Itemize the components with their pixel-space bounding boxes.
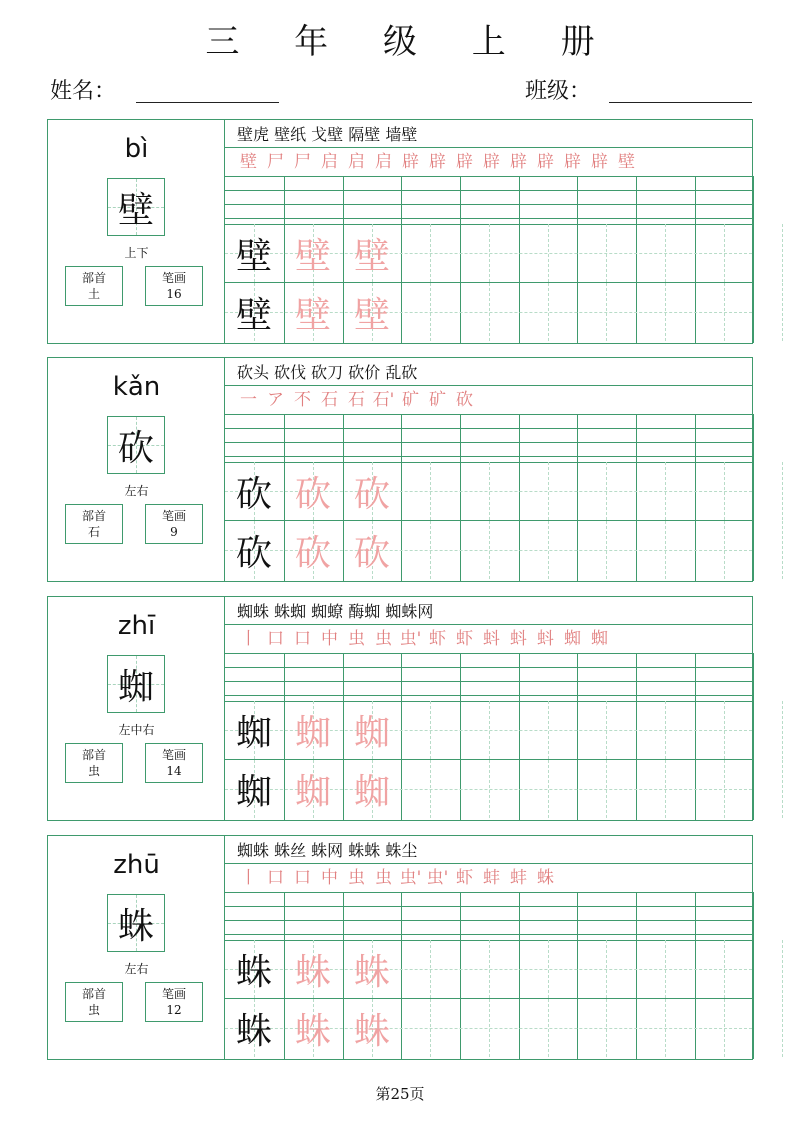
grid-line xyxy=(401,176,402,343)
trace-char: 蜘 xyxy=(294,771,331,813)
practice-model-char: 壁 xyxy=(235,235,272,277)
trace-char: 蜘 xyxy=(353,771,390,813)
stroke-step: 虫 xyxy=(375,868,392,888)
char-info-panel xyxy=(48,836,225,1059)
char-model-box xyxy=(107,416,165,474)
guide-line xyxy=(430,940,431,998)
practice-model-char: 壁 xyxy=(235,294,272,336)
stroke-step: 虫' xyxy=(399,629,422,649)
char-card-3 xyxy=(47,596,753,821)
stroke-step: 辟 xyxy=(510,152,527,172)
model-char: 砍 xyxy=(117,427,154,469)
stroke-step: 石 xyxy=(348,390,365,410)
stroke-step: 矿 xyxy=(429,390,446,410)
stroke-value: 16 xyxy=(166,287,182,301)
guide-line xyxy=(430,999,431,1057)
pinyin: zhū xyxy=(113,850,160,880)
structure-label: 左中右 xyxy=(118,723,155,737)
stroke-label: 笔画 xyxy=(161,748,186,762)
stroke-step: 蜘 xyxy=(564,629,581,649)
pinyin: bì xyxy=(124,134,149,164)
trace-char: 蜘 xyxy=(294,712,331,754)
structure-label: 左右 xyxy=(124,484,149,498)
grid-line xyxy=(401,653,402,820)
guide-line xyxy=(782,701,783,759)
stroke-step: 虫' xyxy=(426,868,449,888)
grid-line xyxy=(753,892,754,1059)
guide-line xyxy=(548,462,549,520)
grid-line xyxy=(401,414,402,581)
stroke-box xyxy=(145,743,203,783)
guide-line xyxy=(665,521,666,579)
grid-line xyxy=(519,176,520,343)
trace-char: 蛛 xyxy=(294,1010,331,1052)
stroke-step: 蚪 xyxy=(483,629,500,649)
stroke-step: 壁 xyxy=(618,152,635,172)
guide-line xyxy=(606,701,607,759)
stroke-label: 笔画 xyxy=(161,271,186,285)
pinyin: zhī xyxy=(117,611,156,641)
grid-line xyxy=(695,176,696,343)
stroke-step: 矿 xyxy=(402,390,419,410)
guide-line xyxy=(489,521,490,579)
guide-line xyxy=(430,701,431,759)
name-line[interactable] xyxy=(136,102,279,103)
guide-line xyxy=(782,521,783,579)
stroke-step: 口 xyxy=(267,868,284,888)
stroke-step: 虾 xyxy=(456,868,473,888)
stroke-step: 启 xyxy=(348,152,365,172)
stroke-step: 砍 xyxy=(456,390,473,410)
guide-line xyxy=(606,224,607,282)
guide-line xyxy=(489,701,490,759)
practice-panel xyxy=(225,358,752,581)
stroke-step: 壁 xyxy=(240,152,257,172)
pinyin: kǎn xyxy=(112,372,161,402)
char-card-1 xyxy=(47,119,753,344)
radical-label: 部首 xyxy=(81,748,106,762)
guide-line xyxy=(430,283,431,341)
grid-line xyxy=(225,442,752,443)
stroke-step: 尸 xyxy=(294,152,311,172)
stroke-step: 尸 xyxy=(267,152,284,172)
guide-line xyxy=(606,940,607,998)
stroke-step: 启 xyxy=(375,152,392,172)
guide-line xyxy=(665,940,666,998)
guide-line xyxy=(782,224,783,282)
grid-line xyxy=(577,653,578,820)
radical-box xyxy=(65,504,123,544)
guide-line xyxy=(724,940,725,998)
structure-label: 上下 xyxy=(124,246,149,260)
guide-line xyxy=(489,760,490,818)
guide-line xyxy=(548,701,549,759)
model-char: 蜘 xyxy=(117,666,154,708)
guide-line xyxy=(724,999,725,1057)
grid-line xyxy=(460,176,461,343)
grid-line xyxy=(577,176,578,343)
stroke-step: 蛛 xyxy=(537,868,554,888)
stroke-order-row xyxy=(235,624,613,650)
practice-panel xyxy=(225,120,752,343)
stroke-step: 蚪 xyxy=(510,629,527,649)
stroke-value: 12 xyxy=(166,1003,182,1017)
radical-box xyxy=(65,982,123,1022)
trace-char: 砍 xyxy=(353,532,390,574)
grid-line xyxy=(519,414,520,581)
stroke-step: 虾 xyxy=(456,629,473,649)
guide-line xyxy=(606,283,607,341)
radical-label: 部首 xyxy=(81,271,106,285)
grid-line xyxy=(753,176,754,343)
guide-line xyxy=(606,999,607,1057)
practice-panel xyxy=(225,836,752,1059)
stroke-step: 一 xyxy=(240,390,257,410)
radical-value: 土 xyxy=(87,287,100,301)
char-card-4 xyxy=(47,835,753,1060)
trace-char: 蛛 xyxy=(353,1010,390,1052)
guide-line xyxy=(430,462,431,520)
radical-label: 部首 xyxy=(81,987,106,1001)
guide-line xyxy=(665,224,666,282)
trace-char: 壁 xyxy=(353,235,390,277)
guide-line xyxy=(489,462,490,520)
guide-line xyxy=(665,701,666,759)
stroke-step: 辟 xyxy=(429,152,446,172)
practice-model-char: 蛛 xyxy=(235,1010,272,1052)
guide-line xyxy=(489,224,490,282)
grid-line xyxy=(225,934,752,935)
guide-line xyxy=(430,760,431,818)
grid-line xyxy=(225,190,752,191)
trace-char: 砍 xyxy=(294,532,331,574)
stroke-step: 辟 xyxy=(564,152,581,172)
guide-line xyxy=(724,224,725,282)
guide-line xyxy=(548,224,549,282)
grid-line xyxy=(225,414,752,415)
stroke-step: 虫 xyxy=(348,629,365,649)
guide-line xyxy=(724,701,725,759)
trace-char: 壁 xyxy=(294,294,331,336)
stroke-step: 辟 xyxy=(483,152,500,172)
grid-line xyxy=(636,892,637,1059)
grid-line xyxy=(225,667,752,668)
stroke-step: 虾 xyxy=(429,629,446,649)
stroke-step: 蚌 xyxy=(483,868,500,888)
char-model-box xyxy=(107,894,165,952)
grid-line xyxy=(753,653,754,820)
stroke-step: 中 xyxy=(321,868,338,888)
stroke-step: 石' xyxy=(372,390,395,410)
class-line[interactable] xyxy=(609,102,752,103)
guide-line xyxy=(782,940,783,998)
stroke-step: 不 xyxy=(294,390,311,410)
stroke-step: 中 xyxy=(321,629,338,649)
char-info-panel xyxy=(48,120,225,343)
stroke-value: 14 xyxy=(166,764,182,778)
grid-line xyxy=(401,892,402,1059)
guide-line xyxy=(606,521,607,579)
trace-char: 壁 xyxy=(353,294,390,336)
practice-model-char: 蜘 xyxy=(235,771,272,813)
stroke-order-row xyxy=(235,147,640,173)
guide-line xyxy=(665,283,666,341)
trace-char: 蛛 xyxy=(353,951,390,993)
char-card-2 xyxy=(47,357,753,582)
stroke-step: 辟 xyxy=(591,152,608,172)
stroke-step: 蚌 xyxy=(510,868,527,888)
model-char: 蛛 xyxy=(117,905,154,947)
grid-line xyxy=(460,892,461,1059)
stroke-box xyxy=(145,266,203,306)
radical-box xyxy=(65,743,123,783)
guide-line xyxy=(724,462,725,520)
grid-line xyxy=(225,920,752,921)
grid-line xyxy=(225,681,752,682)
guide-line xyxy=(665,999,666,1057)
trace-char: 砍 xyxy=(353,473,390,515)
practice-panel xyxy=(225,597,752,820)
grid-line xyxy=(225,695,752,696)
grid-line xyxy=(460,414,461,581)
stroke-step: 辟 xyxy=(537,152,554,172)
grid-line xyxy=(225,218,752,219)
grid-line xyxy=(636,414,637,581)
stroke-order-row xyxy=(235,863,559,889)
stroke-step: 石 xyxy=(321,390,338,410)
name-label: 姓名： xyxy=(50,79,117,104)
stroke-step: 虫 xyxy=(375,629,392,649)
grid-line xyxy=(577,892,578,1059)
practice-model-char: 蛛 xyxy=(235,951,272,993)
stroke-step: 辟 xyxy=(402,152,419,172)
guide-line xyxy=(782,462,783,520)
guide-line xyxy=(548,940,549,998)
word-list: 蜘蛛 蛛丝 蛛网 蛛蛛 蛛尘 xyxy=(237,841,418,860)
stroke-step: 口 xyxy=(294,868,311,888)
char-model-box xyxy=(107,655,165,713)
page-title: 三 年 级 上 册 xyxy=(205,22,617,62)
guide-line xyxy=(665,462,666,520)
char-model-box xyxy=(107,178,165,236)
grid-line xyxy=(577,414,578,581)
stroke-box xyxy=(145,504,203,544)
guide-line xyxy=(782,760,783,818)
model-char: 壁 xyxy=(117,189,154,231)
guide-line xyxy=(430,521,431,579)
structure-label: 左右 xyxy=(124,962,149,976)
word-list: 蜘蛛 蛛蜘 蜘蟟 酶蜘 蜘蛛网 xyxy=(237,602,434,621)
stroke-step: ア xyxy=(267,390,284,410)
trace-char: 壁 xyxy=(294,235,331,277)
guide-line xyxy=(665,760,666,818)
stroke-step: 启 xyxy=(321,152,338,172)
stroke-order-row xyxy=(235,385,478,411)
stroke-label: 笔画 xyxy=(161,987,186,1001)
practice-model-char: 蜘 xyxy=(235,712,272,754)
guide-line xyxy=(724,521,725,579)
grid-line xyxy=(753,414,754,581)
stroke-step: 口 xyxy=(294,629,311,649)
stroke-value: 9 xyxy=(170,525,178,539)
guide-line xyxy=(548,999,549,1057)
stroke-step: 蜘 xyxy=(591,629,608,649)
stroke-step: 口 xyxy=(267,629,284,649)
grid-line xyxy=(695,892,696,1059)
guide-line xyxy=(489,999,490,1057)
guide-line xyxy=(548,521,549,579)
stroke-step: 辟 xyxy=(456,152,473,172)
radical-label: 部首 xyxy=(81,509,106,523)
char-info-panel xyxy=(48,597,225,820)
grid-line xyxy=(225,176,752,177)
word-list: 壁虎 壁纸 戈壁 隔壁 墙壁 xyxy=(237,125,418,144)
class-label: 班级： xyxy=(525,79,592,104)
grid-line xyxy=(636,653,637,820)
grid-line xyxy=(225,906,752,907)
stroke-step: 丨 xyxy=(240,629,257,649)
practice-model-char: 砍 xyxy=(235,532,272,574)
grid-line xyxy=(460,653,461,820)
word-list: 砍头 砍伐 砍刀 砍价 乱砍 xyxy=(237,363,418,382)
stroke-box xyxy=(145,982,203,1022)
grid-line xyxy=(519,892,520,1059)
guide-line xyxy=(724,283,725,341)
trace-char: 蜘 xyxy=(353,712,390,754)
stroke-step: 虫 xyxy=(348,868,365,888)
page-number: 第25页 xyxy=(375,1085,425,1103)
stroke-step: 丨 xyxy=(240,868,257,888)
grid-line xyxy=(225,428,752,429)
grid-line xyxy=(695,653,696,820)
guide-line xyxy=(489,940,490,998)
guide-line xyxy=(724,760,725,818)
guide-line xyxy=(430,224,431,282)
trace-char: 蛛 xyxy=(294,951,331,993)
grid-line xyxy=(225,456,752,457)
grid-line xyxy=(636,176,637,343)
guide-line xyxy=(548,760,549,818)
radical-box xyxy=(65,266,123,306)
radical-value: 虫 xyxy=(87,764,100,778)
guide-line xyxy=(489,283,490,341)
char-info-panel xyxy=(48,358,225,581)
guide-line xyxy=(782,283,783,341)
practice-model-char: 砍 xyxy=(235,473,272,515)
trace-char: 砍 xyxy=(294,473,331,515)
guide-line xyxy=(548,283,549,341)
grid-line xyxy=(519,653,520,820)
grid-line xyxy=(225,892,752,893)
grid-line xyxy=(225,204,752,205)
radical-value: 虫 xyxy=(87,1003,100,1017)
stroke-step: 蚪 xyxy=(537,629,554,649)
stroke-step: 虫' xyxy=(399,868,422,888)
radical-value: 石 xyxy=(87,525,100,539)
guide-line xyxy=(606,462,607,520)
guide-line xyxy=(782,999,783,1057)
stroke-label: 笔画 xyxy=(161,509,186,523)
grid-line xyxy=(695,414,696,581)
grid-line xyxy=(225,653,752,654)
guide-line xyxy=(606,760,607,818)
